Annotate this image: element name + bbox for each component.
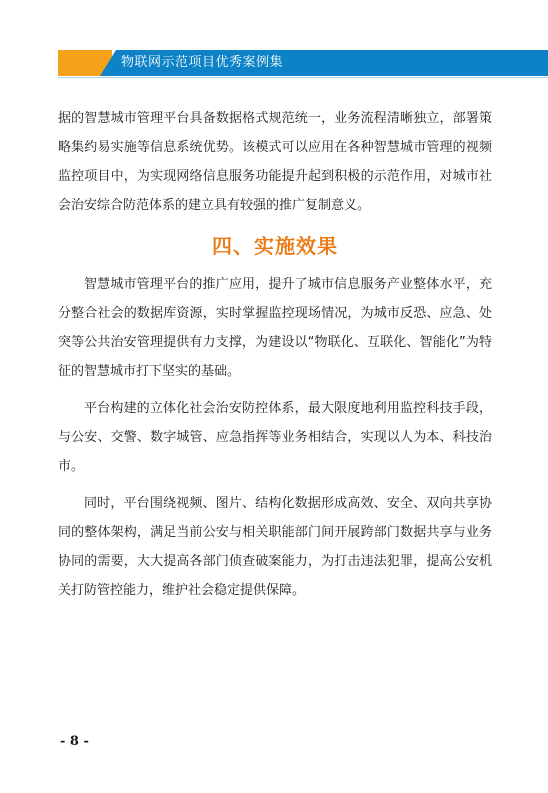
header-divider: [58, 77, 548, 78]
paragraph-2: 平台构建的立体化社会治安防控体系，最大限度地利用监控科技手段，与公安、交警、数字城管、应急指挥等业务相结合，实现以人为本、科技治市。: [58, 401, 492, 474]
paragraph-3: 同时，平台围绕视频、图片、结构化数据形成高效、安全、双向共享协同的整体架构，满足当前公安与相关职能部门间开展跨部门数据共享与业务协同的需要，大大提高各部门侦查破案能力，为打击违法犯罪，提高公安机关打防管控能力，维护社会稳定提供保障。: [58, 496, 492, 598]
section-heading: 四、实施效果: [212, 234, 338, 258]
paragraph-1: 智慧城市管理平台的推广应用，提升了城市信息服务产业整体水平，充分整合社会的数据库资源，实时掌握监控现场情况，为城市反恐、应急、处突等公共治安管理提供有力支撑，为建设以“物联化、互联化、智能化”为特征的智慧城市打下坚实的基础。: [58, 277, 492, 379]
header-title: 物联网示范项目优秀案例集: [121, 55, 284, 70]
page-content: [58, 104, 492, 605]
continued-paragraph: 据的智慧城市管理平台具备数据格式规范统一，业务流程清晰独立，部署策略集约易实施等信息系统优势。该模式可以应用在各种智慧城市管理的视频监控项目中，为实现网络信息服务功能提升起到积极的示范作用，对城市社会治安综合防范体系的建立具有较强的推广复制意义。: [58, 111, 492, 213]
header-banner: [0, 50, 548, 76]
page-number: - 8 -: [60, 734, 89, 749]
